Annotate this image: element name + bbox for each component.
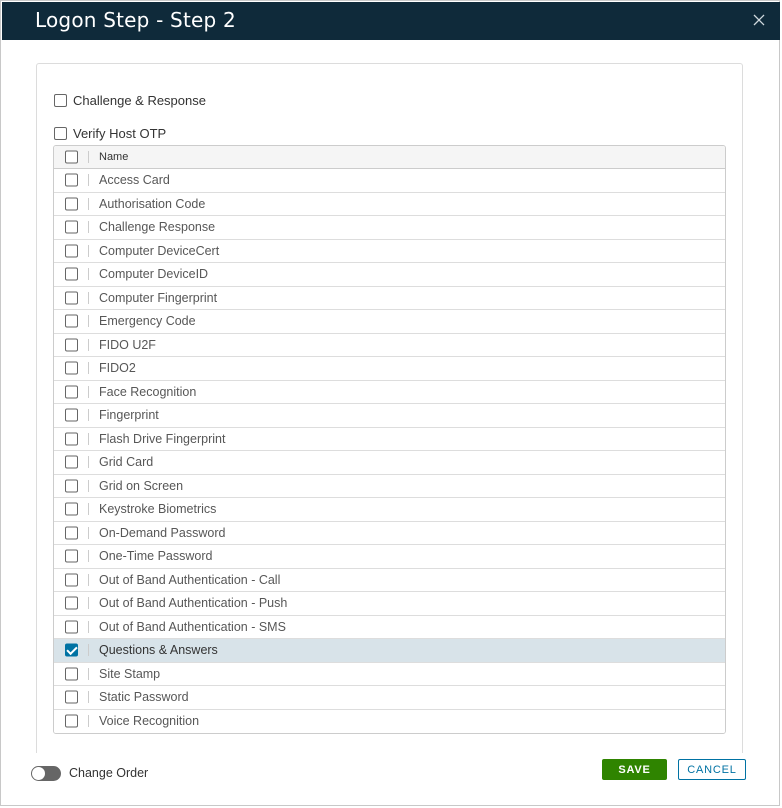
row-checkbox[interactable] [65,244,78,257]
table-row[interactable] [54,240,725,264]
table-row[interactable] [54,616,725,640]
row-name: Out of Band Authentication - Call [99,572,281,587]
name-column-header[interactable]: Name [99,151,129,163]
row-name: Access Card [99,173,170,188]
table-row[interactable] [54,592,725,616]
row-checkbox[interactable] [65,456,78,469]
row-checkbox[interactable] [65,197,78,210]
row-checkbox[interactable] [65,174,78,187]
table-row[interactable] [54,404,725,428]
row-name: Keystroke Biometrics [99,502,217,517]
row-checkbox[interactable] [65,667,78,680]
row-checkbox[interactable] [65,573,78,586]
column-separator [88,668,89,680]
change-order-toggle[interactable] [31,766,61,781]
row-checkbox[interactable] [65,362,78,375]
row-name: On-Demand Password [99,525,226,540]
column-separator [88,715,89,727]
dialog-title: Logon Step - Step 2 [35,8,236,32]
row-name: FIDO2 [99,361,136,376]
row-name: Computer Fingerprint [99,290,218,305]
table-row[interactable] [54,522,725,546]
table-row[interactable] [54,357,725,381]
column-separator [88,386,89,398]
row-checkbox[interactable] [65,268,78,281]
challenge-response-checkbox[interactable] [54,94,67,107]
verify-host-otp-label: Verify Host OTP [73,125,167,141]
row-name: Flash Drive Fingerprint [99,431,226,446]
toggle-knob [32,767,45,780]
row-name: Fingerprint [99,408,159,423]
column-separator [88,527,89,539]
column-separator [88,644,89,656]
grid-header-row [54,146,725,169]
close-icon[interactable] [750,11,768,29]
row-name: FIDO U2F [99,337,156,352]
column-separator [88,691,89,703]
column-separator [88,362,89,374]
row-checkbox[interactable] [65,620,78,633]
row-name: Emergency Code [99,314,196,329]
column-separator [88,292,89,304]
table-row[interactable] [54,569,725,593]
column-separator [88,574,89,586]
table-row[interactable] [54,428,725,452]
row-checkbox[interactable] [65,644,78,657]
row-checkbox[interactable] [65,715,78,728]
row-checkbox[interactable] [65,550,78,563]
column-separator [88,245,89,257]
row-name: Challenge Response [99,220,216,235]
column-separator [88,174,89,186]
column-separator [88,315,89,327]
row-checkbox[interactable] [65,503,78,516]
row-checkbox[interactable] [65,409,78,422]
dialog-titlebar [2,2,780,40]
row-name: Computer DeviceCert [99,243,220,258]
column-separator [88,198,89,210]
row-name: Out of Band Authentication - SMS [99,619,286,634]
table-row[interactable] [54,710,725,734]
table-row[interactable] [54,310,725,334]
row-checkbox[interactable] [65,597,78,610]
table-row[interactable] [54,169,725,193]
column-separator [88,339,89,351]
change-order-label: Change Order [69,766,149,780]
row-name: Authorisation Code [99,196,206,211]
row-checkbox[interactable] [65,221,78,234]
table-row[interactable] [54,263,725,287]
row-name: Site Stamp [99,666,161,681]
column-separator [88,597,89,609]
column-separator [88,433,89,445]
table-row[interactable] [54,686,725,710]
save-button[interactable]: SAVE [602,759,667,780]
row-checkbox[interactable] [65,315,78,328]
cancel-button[interactable]: CANCEL [678,759,746,780]
row-name: Grid Card [99,455,154,470]
table-row[interactable] [54,216,725,240]
table-row[interactable] [54,334,725,358]
column-separator [88,221,89,233]
verify-host-otp-checkbox[interactable] [54,127,67,140]
column-separator [88,268,89,280]
column-separator [88,550,89,562]
verify-host-otp-option[interactable] [54,125,166,141]
row-name: Voice Recognition [99,714,200,729]
challenge-response-label: Challenge & Response [73,92,206,108]
row-checkbox[interactable] [65,526,78,539]
grid-body [54,169,725,733]
table-row[interactable] [54,381,725,405]
table-row[interactable] [54,663,725,687]
row-checkbox[interactable] [65,338,78,351]
column-separator [88,151,89,163]
column-separator [88,480,89,492]
row-name: Face Recognition [99,384,197,399]
table-row[interactable] [54,498,725,522]
table-row[interactable] [54,639,725,663]
column-separator [88,456,89,468]
row-name: Grid on Screen [99,478,184,493]
row-name: One-Time Password [99,549,213,564]
row-name: Out of Band Authentication - Push [99,596,288,611]
auth-methods-grid [53,145,726,734]
challenge-response-option[interactable] [54,92,206,108]
row-name: Questions & Answers [99,643,218,658]
row-checkbox[interactable] [65,385,78,398]
row-checkbox[interactable] [65,479,78,492]
table-row[interactable] [54,545,725,569]
column-separator [88,409,89,421]
column-separator [88,503,89,515]
row-checkbox[interactable] [65,432,78,445]
row-name: Static Password [99,690,189,705]
table-row[interactable] [54,451,725,475]
table-row[interactable] [54,287,725,311]
column-separator [88,621,89,633]
row-checkbox[interactable] [65,291,78,304]
select-all-checkbox[interactable] [65,151,78,164]
table-row[interactable] [54,475,725,499]
row-name: Computer DeviceID [99,267,209,282]
row-checkbox[interactable] [65,691,78,704]
table-row[interactable] [54,193,725,217]
